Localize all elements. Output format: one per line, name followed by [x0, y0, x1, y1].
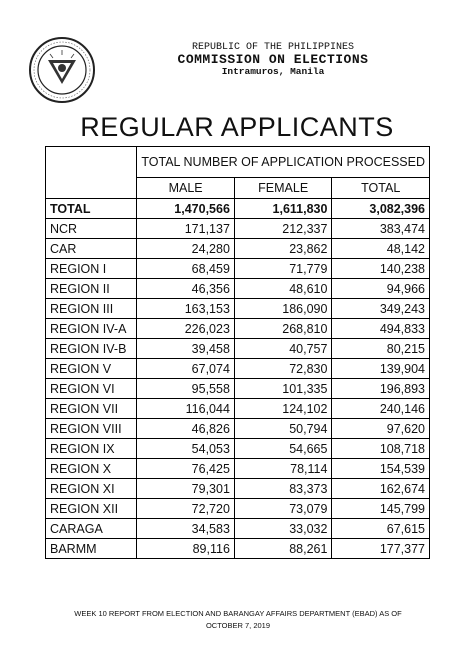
- male-cell: 226,023: [137, 319, 235, 339]
- total-cell: 177,377: [332, 539, 430, 559]
- table-row: [46, 279, 430, 299]
- female-cell: 101,335: [234, 379, 332, 399]
- column-header-total: TOTAL: [332, 178, 430, 199]
- region-cell: REGION I: [46, 259, 137, 279]
- total-cell: 196,893: [332, 379, 430, 399]
- footer-line-2: OCTOBER 7, 2019: [205, 621, 271, 630]
- total-cell: 349,243: [332, 299, 430, 319]
- table-row: [46, 439, 430, 459]
- total-cell: 48,142: [332, 239, 430, 259]
- region-cell: CARAGA: [46, 519, 137, 539]
- table-row: [46, 379, 430, 399]
- region-cell: REGION IX: [46, 439, 137, 459]
- table-row: [46, 319, 430, 339]
- group-header-cell: TOTAL NUMBER OF APPLICATION PROCESSED: [137, 147, 430, 178]
- female-cell: 23,862: [234, 239, 332, 259]
- total-cell: 140,238: [332, 259, 430, 279]
- male-cell: 67,074: [137, 359, 235, 379]
- total-cell: 494,833: [332, 319, 430, 339]
- letterhead: [108, 42, 438, 78]
- female-cell: 88,261: [234, 539, 332, 559]
- region-cell: REGION X: [46, 459, 137, 479]
- table-row: [46, 399, 430, 419]
- male-cell: 39,458: [137, 339, 235, 359]
- male-cell: 46,356: [137, 279, 235, 299]
- total-cell: 240,146: [332, 399, 430, 419]
- table-row: [46, 539, 430, 559]
- female-cell: 71,779: [234, 259, 332, 279]
- table-row: [46, 339, 430, 359]
- region-cell: REGION VIII: [46, 419, 137, 439]
- table-row: [46, 219, 430, 239]
- region-cell: REGION XI: [46, 479, 137, 499]
- female-cell: 78,114: [234, 459, 332, 479]
- letterhead-line-3: Intramuros, Manila: [221, 66, 325, 78]
- total-cell: 162,674: [332, 479, 430, 499]
- total-cell: 139,904: [332, 359, 430, 379]
- applicants-table: [45, 146, 430, 559]
- male-cell: 24,280: [137, 239, 235, 259]
- page-title: REGULAR APPLICANTS: [80, 112, 394, 142]
- table-header-row: [46, 147, 430, 178]
- region-cell: REGION V: [46, 359, 137, 379]
- female-cell: 33,032: [234, 519, 332, 539]
- male-cell: 76,425: [137, 459, 235, 479]
- column-header-male: MALE: [137, 178, 235, 199]
- total-cell: 94,966: [332, 279, 430, 299]
- male-cell: 54,053: [137, 439, 235, 459]
- male-cell: 163,153: [137, 299, 235, 319]
- region-cell: REGION III: [46, 299, 137, 319]
- table-row: [46, 419, 430, 439]
- column-header-female: FEMALE: [234, 178, 332, 199]
- female-cell: 186,090: [234, 299, 332, 319]
- total-cell: 3,082,396: [332, 199, 430, 219]
- empty-header-cell: [46, 147, 137, 199]
- female-cell: 124,102: [234, 399, 332, 419]
- total-cell: 67,615: [332, 519, 430, 539]
- footer-line-1: WEEK 10 REPORT FROM ELECTION AND BARANGAY AFFAIRS DEPARTMENT (EBAD) AS OF: [74, 609, 402, 618]
- letterhead-line-2: COMMISSION ON ELECTIONS: [177, 52, 369, 67]
- table-row: [46, 259, 430, 279]
- total-cell: 145,799: [332, 499, 430, 519]
- total-cell: 80,215: [332, 339, 430, 359]
- female-cell: 83,373: [234, 479, 332, 499]
- male-cell: 79,301: [137, 479, 235, 499]
- region-cell: TOTAL: [46, 199, 137, 219]
- report-footer: [60, 608, 416, 632]
- female-cell: 1,611,830: [234, 199, 332, 219]
- region-cell: REGION XII: [46, 499, 137, 519]
- region-cell: CAR: [46, 239, 137, 259]
- female-cell: 54,665: [234, 439, 332, 459]
- table-row: [46, 479, 430, 499]
- region-cell: REGION VII: [46, 399, 137, 419]
- table-row: [46, 459, 430, 479]
- region-cell: REGION IV-A: [46, 319, 137, 339]
- female-cell: 212,337: [234, 219, 332, 239]
- male-cell: 46,826: [137, 419, 235, 439]
- total-cell: 383,474: [332, 219, 430, 239]
- region-cell: REGION VI: [46, 379, 137, 399]
- region-cell: REGION IV-B: [46, 339, 137, 359]
- male-cell: 116,044: [137, 399, 235, 419]
- table-row: [46, 239, 430, 259]
- total-cell: 108,718: [332, 439, 430, 459]
- male-cell: 72,720: [137, 499, 235, 519]
- female-cell: 40,757: [234, 339, 332, 359]
- female-cell: 48,610: [234, 279, 332, 299]
- table-row: [46, 359, 430, 379]
- table-row: [46, 499, 430, 519]
- region-cell: BARMM: [46, 539, 137, 559]
- table-row-total: [46, 199, 430, 219]
- table-row: [46, 519, 430, 539]
- male-cell: 1,470,566: [137, 199, 235, 219]
- male-cell: 34,583: [137, 519, 235, 539]
- female-cell: 73,079: [234, 499, 332, 519]
- comelec-seal-icon: [28, 36, 96, 104]
- female-cell: 268,810: [234, 319, 332, 339]
- female-cell: 72,830: [234, 359, 332, 379]
- total-cell: 97,620: [332, 419, 430, 439]
- female-cell: 50,794: [234, 419, 332, 439]
- male-cell: 89,116: [137, 539, 235, 559]
- male-cell: 68,459: [137, 259, 235, 279]
- letterhead-line-1: REPUBLIC OF THE PHILIPPINES: [191, 42, 355, 53]
- region-cell: NCR: [46, 219, 137, 239]
- total-cell: 154,539: [332, 459, 430, 479]
- male-cell: 171,137: [137, 219, 235, 239]
- region-cell: REGION II: [46, 279, 137, 299]
- male-cell: 95,558: [137, 379, 235, 399]
- table-row: [46, 299, 430, 319]
